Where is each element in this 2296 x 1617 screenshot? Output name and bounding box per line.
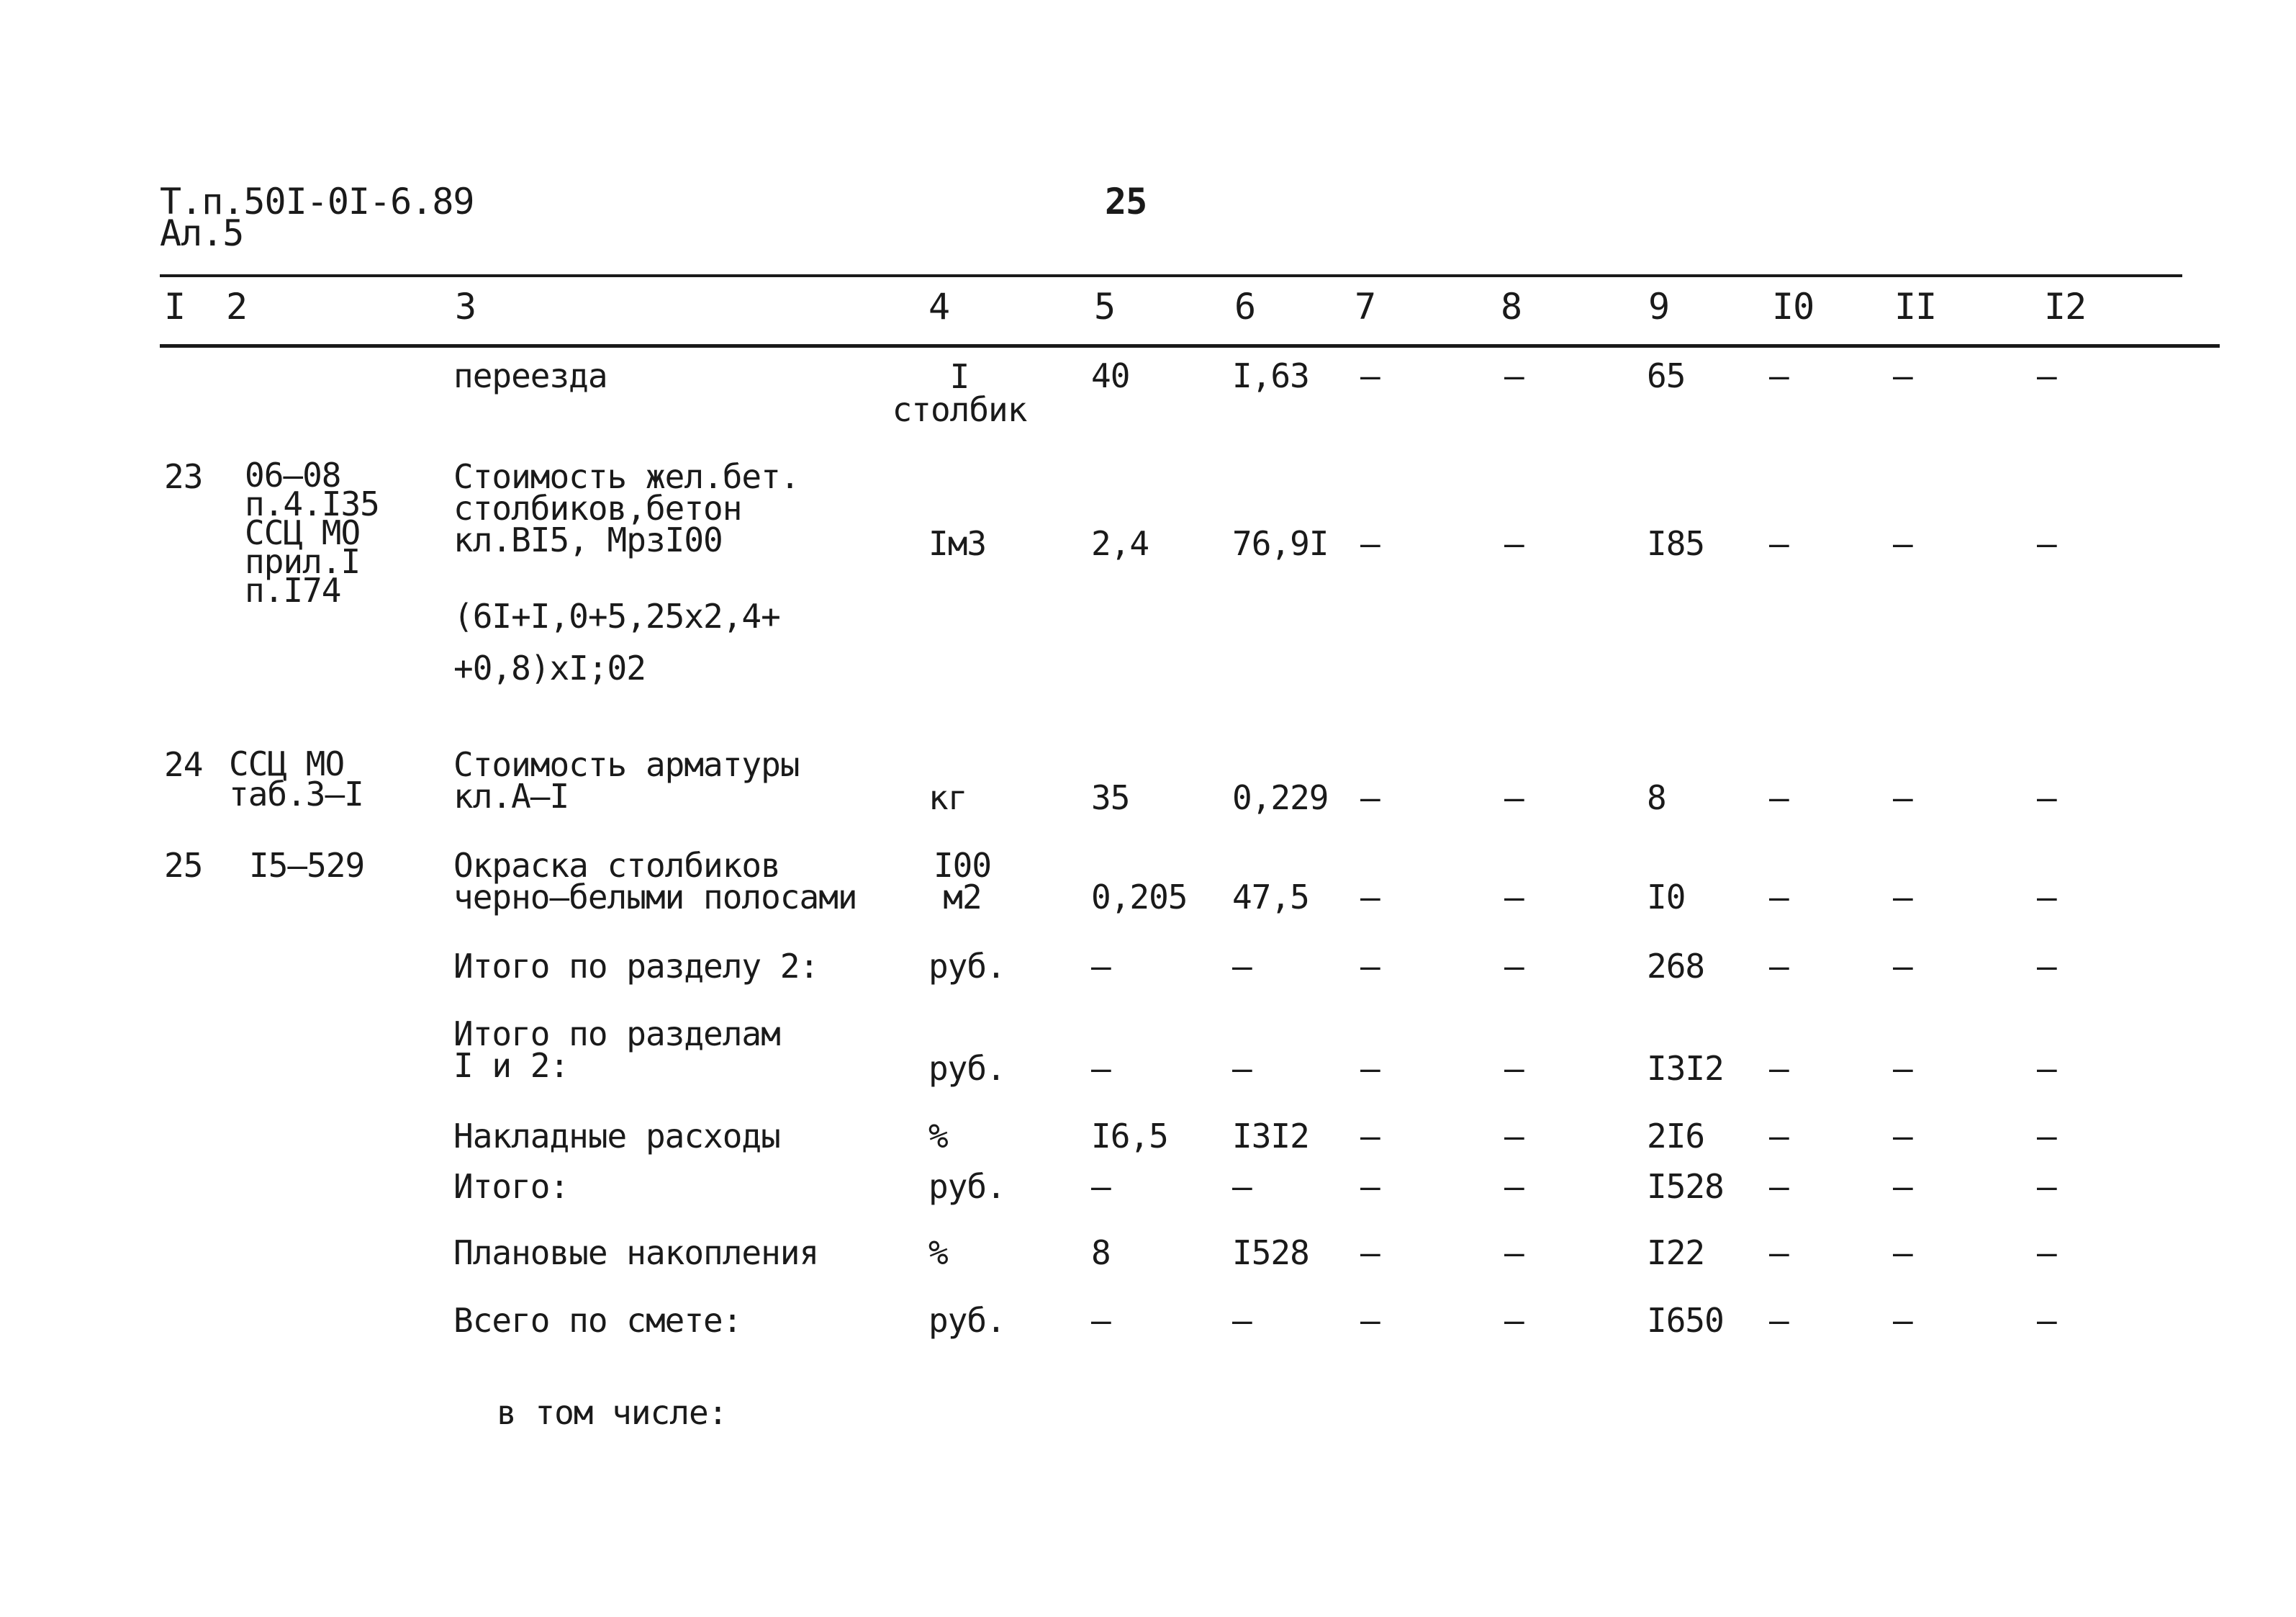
cell-number: 24 — [164, 745, 203, 784]
cell-quantity: 35 — [1091, 778, 1130, 817]
cell-col12: – — [2037, 1233, 2056, 1272]
cell-col10: – — [1769, 524, 1789, 563]
cell-quantity: – — [1091, 947, 1111, 986]
cell-col12: – — [2037, 947, 2056, 986]
cell-col12: – — [2037, 1167, 2056, 1206]
cell-col11: – — [1893, 1233, 1912, 1272]
cell-col7: – — [1360, 778, 1380, 817]
cell-name: Итого по разделам I и 2: — [453, 1014, 780, 1085]
cell-col8: – — [1504, 524, 1524, 563]
cell-col10: – — [1769, 1167, 1789, 1206]
cell-col11: – — [1893, 1117, 1912, 1156]
cell-name: Итого: — [453, 1167, 569, 1206]
cell-col12: – — [2037, 524, 2056, 563]
cell-col8: – — [1504, 356, 1524, 395]
cell-quantity: 2,4 — [1091, 524, 1149, 563]
cell-col12: – — [2037, 1049, 2056, 1088]
cell-col8: – — [1504, 778, 1524, 817]
cell-col11: – — [1893, 947, 1912, 986]
col-header-10: I0 — [1772, 286, 1814, 328]
col-header-6: 6 — [1234, 286, 1256, 328]
cell-unit-price: I528 — [1232, 1233, 1309, 1272]
cell-quantity: – — [1091, 1049, 1111, 1088]
cell-unit: % — [928, 1233, 948, 1272]
top-rule — [160, 274, 2182, 277]
cell-name: Стоимость жел.бет. столбиков,бетон кл.BI5, МрзI00 — [453, 457, 800, 559]
cell-col11: – — [1893, 1049, 1912, 1088]
cell-col8: – — [1504, 1117, 1524, 1156]
col-header-1: I — [164, 286, 186, 328]
cell-col7: – — [1360, 878, 1380, 916]
cell-unit-price: I,63 — [1232, 356, 1309, 395]
cell-formula: (6I+I,0+5,25x2,4+ +0,8)xI;02 — [453, 597, 780, 688]
cell-quantity: 40 — [1091, 356, 1130, 395]
cell-col8: – — [1504, 1049, 1524, 1088]
cell-col10: – — [1769, 356, 1789, 395]
cell-col8: – — [1504, 878, 1524, 916]
cell-col8: – — [1504, 1301, 1524, 1340]
cell-col7: – — [1360, 1233, 1380, 1272]
col-header-11: II — [1894, 286, 1937, 328]
cell-col10: – — [1769, 1301, 1789, 1340]
cell-col11: – — [1893, 878, 1912, 916]
cell-unit-price: 0,229 — [1232, 778, 1329, 817]
cell-quantity: 0,205 — [1091, 878, 1188, 916]
col-header-5: 5 — [1094, 286, 1116, 328]
footer-note: в том числе: — [497, 1393, 728, 1432]
cell-unit: руб. — [928, 1167, 1005, 1206]
cell-unit: I00 м2 — [933, 846, 992, 916]
cell-total: I0 — [1647, 878, 1686, 916]
cell-col7: – — [1360, 524, 1380, 563]
cell-col10: – — [1769, 778, 1789, 817]
cell-col7: – — [1360, 1049, 1380, 1088]
cell-total: 268 — [1647, 947, 1705, 986]
col-header-12: I2 — [2044, 286, 2087, 328]
document-code: Т.п.50I-0I-6.89 — [160, 181, 474, 222]
cell-name: Плановые накопления — [453, 1233, 819, 1272]
col-header-3: 3 — [455, 286, 476, 328]
cell-unit-price: I3I2 — [1232, 1117, 1309, 1156]
cell-total: 2I6 — [1647, 1117, 1705, 1156]
cell-unit: руб. — [928, 947, 1005, 986]
col-header-7: 7 — [1355, 286, 1376, 328]
cell-col12: – — [2037, 878, 2056, 916]
cell-total: I22 — [1647, 1233, 1705, 1272]
cell-unit: % — [928, 1117, 948, 1156]
cell-unit-price: – — [1232, 1167, 1252, 1206]
cell-col8: – — [1504, 1233, 1524, 1272]
col-header-2: 2 — [226, 286, 248, 328]
col-header-8: 8 — [1501, 286, 1522, 328]
cell-col10: – — [1769, 1117, 1789, 1156]
cell-reference: 06–08 п.4.I35 ССЦ МО прил.I п.I74 — [245, 456, 379, 610]
cell-col12: – — [2037, 1301, 2056, 1340]
cell-col7: – — [1360, 947, 1380, 986]
cell-col11: – — [1893, 524, 1912, 563]
cell-total: 8 — [1647, 778, 1666, 817]
cell-col8: – — [1504, 947, 1524, 986]
cell-col12: – — [2037, 778, 2056, 817]
cell-unit-price: – — [1232, 947, 1252, 986]
cell-col7: – — [1360, 356, 1380, 395]
cell-total: I528 — [1647, 1167, 1724, 1206]
cell-col10: – — [1769, 1049, 1789, 1088]
cell-name: переезда — [453, 356, 607, 395]
cell-name: Окраска столбиков черно–белыми полосами — [453, 846, 857, 916]
cell-unit: кг — [928, 778, 967, 817]
cell-col7: – — [1360, 1301, 1380, 1340]
cell-reference: I5–529 — [249, 846, 365, 885]
cell-col12: – — [2037, 1117, 2056, 1156]
cell-name: Всего по смете: — [453, 1301, 742, 1340]
cell-col11: – — [1893, 356, 1912, 395]
cell-quantity: I6,5 — [1091, 1117, 1168, 1156]
cell-name: Стоимость арматуры кл.А–I — [453, 745, 800, 816]
cell-total: I3I2 — [1647, 1049, 1724, 1088]
cell-unit: I столбик — [892, 357, 1027, 429]
cell-unit-price: 76,9I — [1232, 524, 1329, 563]
cell-quantity: 8 — [1091, 1233, 1111, 1272]
cell-col8: – — [1504, 1167, 1524, 1206]
cell-unit: руб. — [928, 1049, 1005, 1088]
cell-unit-price: 47,5 — [1232, 878, 1309, 916]
header-rule — [160, 344, 2220, 348]
cell-total: I85 — [1647, 524, 1705, 563]
cell-col12: – — [2037, 356, 2056, 395]
cell-name: Итого по разделу 2: — [453, 947, 819, 986]
cell-unit: руб. — [928, 1301, 1005, 1340]
cell-total: I650 — [1647, 1301, 1724, 1340]
cell-number: 23 — [164, 457, 203, 496]
album-label: Ал.5 — [160, 212, 244, 254]
cell-col7: – — [1360, 1167, 1380, 1206]
cell-col7: – — [1360, 1117, 1380, 1156]
cell-col10: – — [1769, 1233, 1789, 1272]
cell-col10: – — [1769, 947, 1789, 986]
page-number: 25 — [1105, 181, 1147, 222]
cell-col11: – — [1893, 1167, 1912, 1206]
cell-name: Накладные расходы — [453, 1117, 780, 1156]
col-header-4: 4 — [928, 286, 950, 328]
col-header-9: 9 — [1648, 286, 1670, 328]
cell-unit-price: – — [1232, 1049, 1252, 1088]
cell-quantity: – — [1091, 1301, 1111, 1340]
cell-col11: – — [1893, 778, 1912, 817]
cell-unit-price: – — [1232, 1301, 1252, 1340]
cell-col10: – — [1769, 878, 1789, 916]
cell-total: 65 — [1647, 356, 1686, 395]
cell-col11: – — [1893, 1301, 1912, 1340]
cell-unit: Iм3 — [928, 524, 987, 563]
cell-quantity: – — [1091, 1167, 1111, 1206]
cell-reference: ССЦ МО таб.3–I — [229, 744, 363, 814]
cell-number: 25 — [164, 846, 203, 885]
